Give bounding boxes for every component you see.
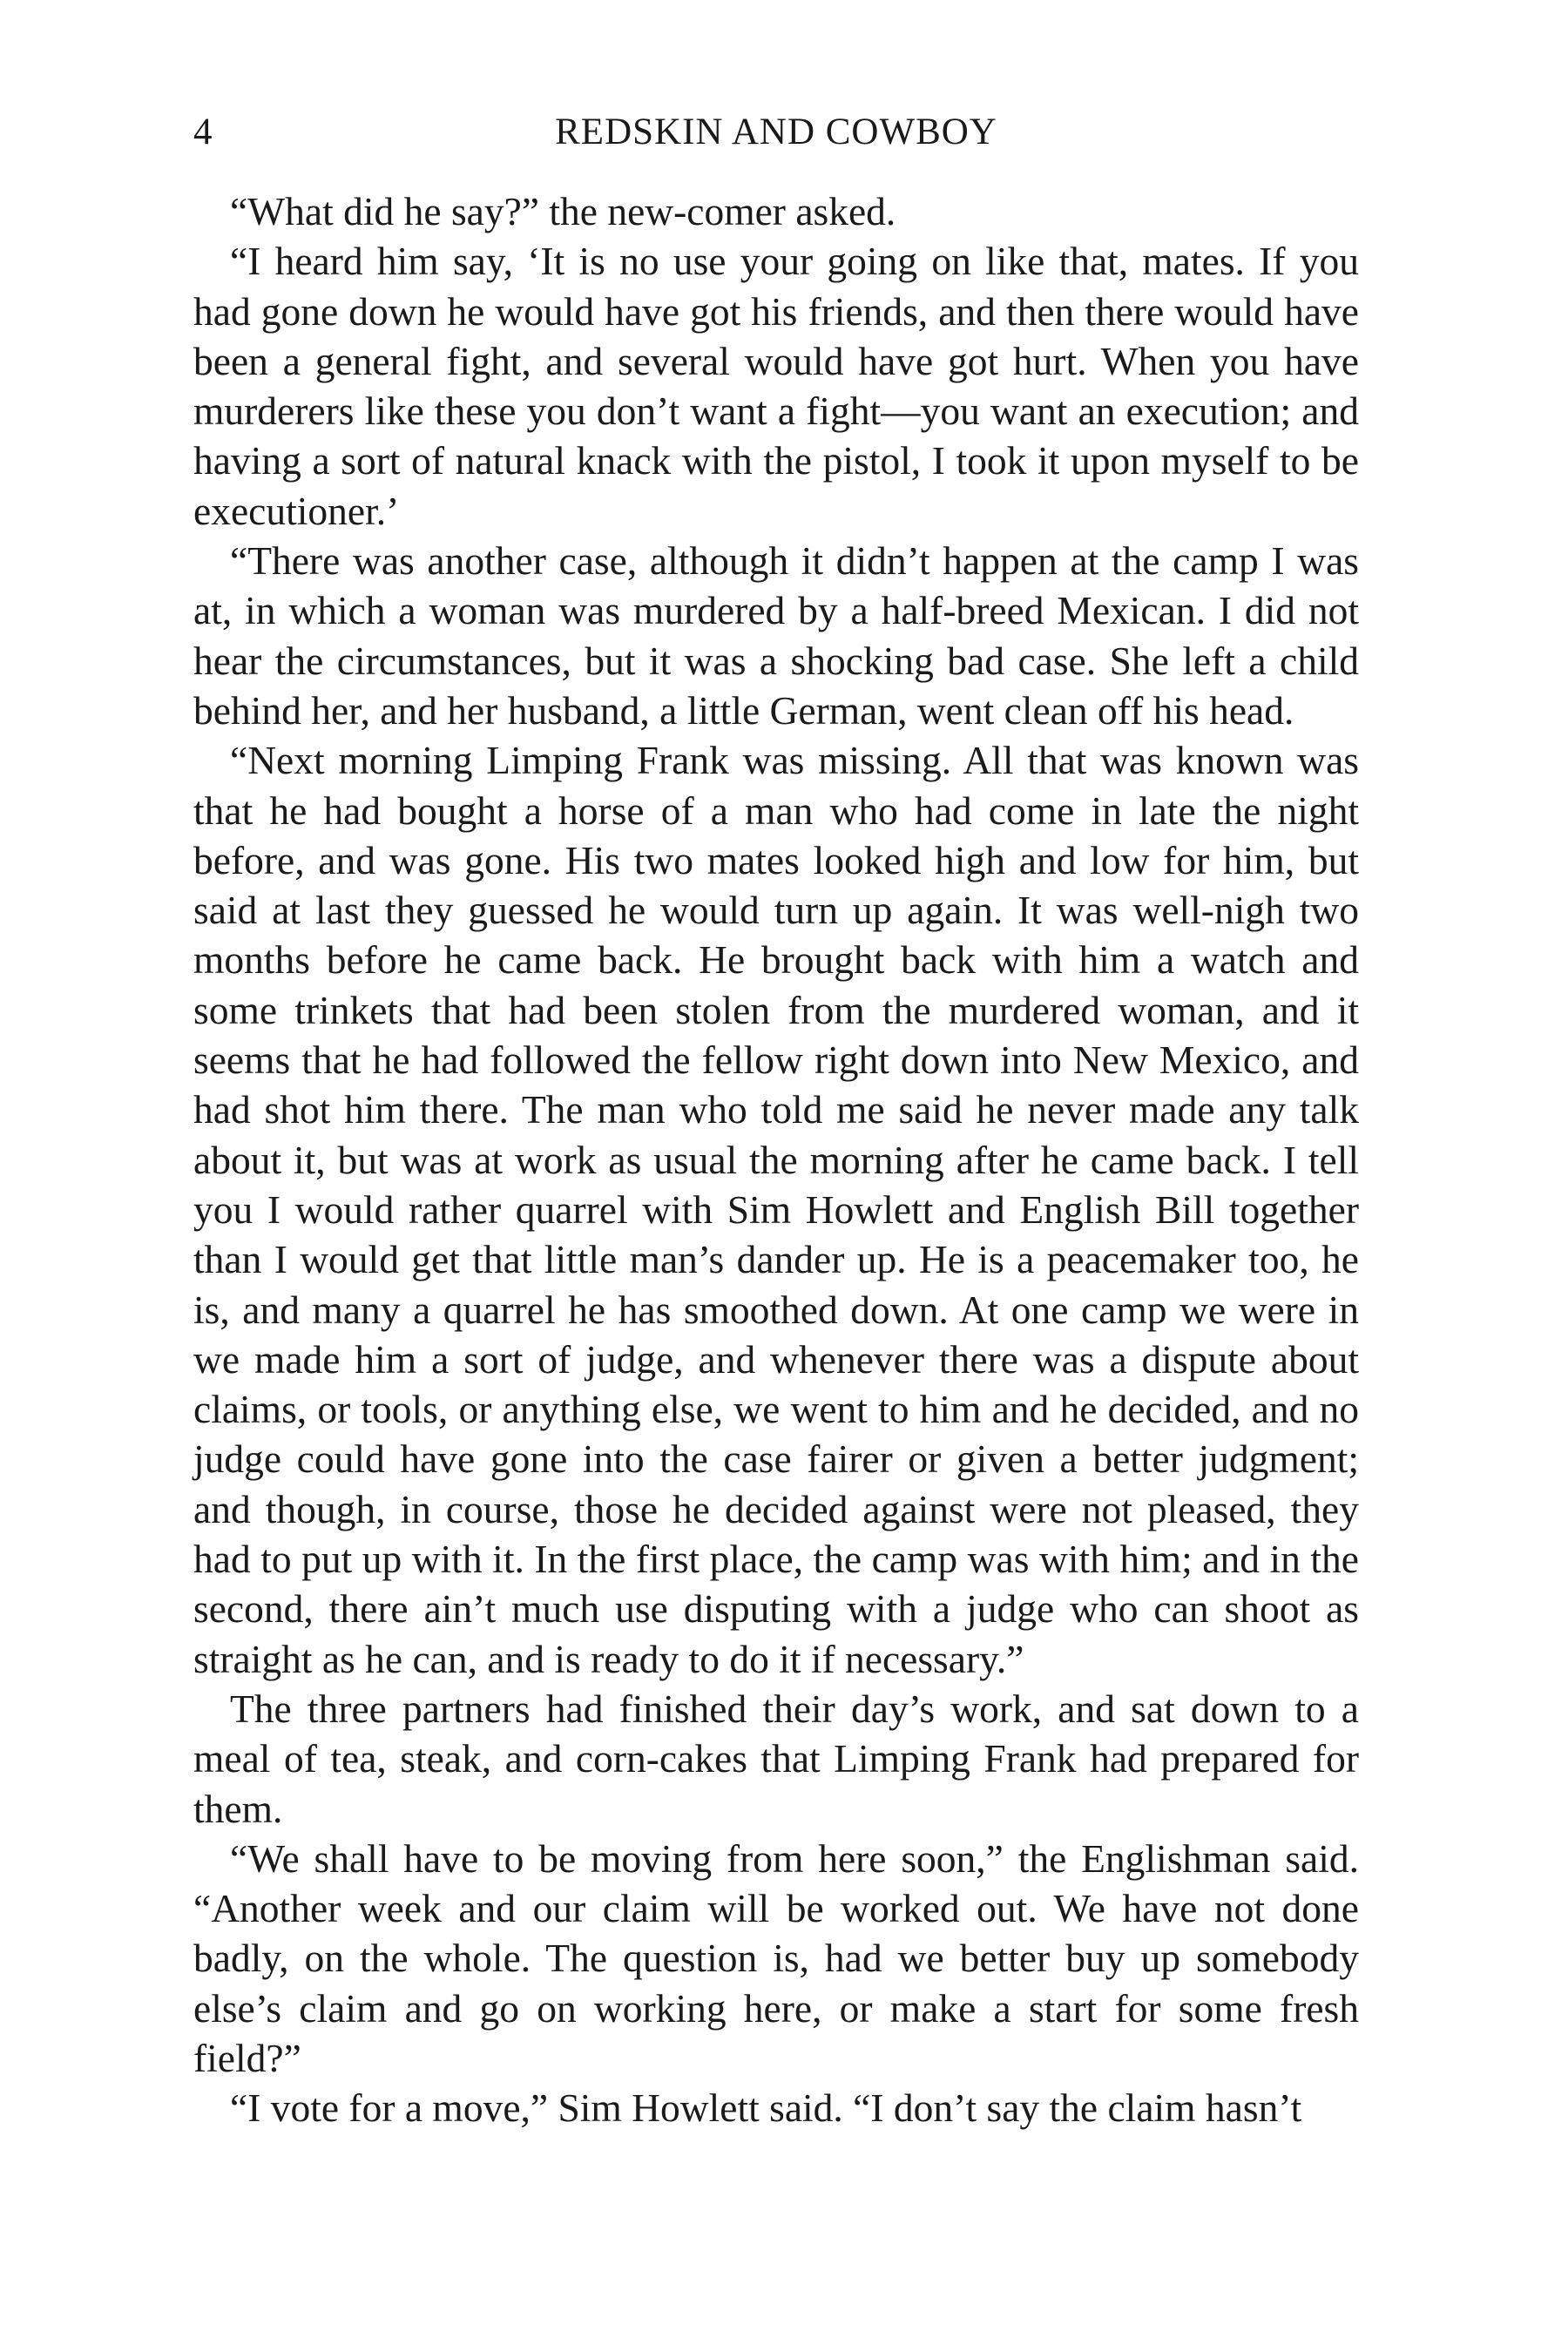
- paragraph: “What did he say?” the new-comer asked.: [230, 189, 896, 233]
- running-title: REDSKIN AND COWBOY: [555, 112, 997, 152]
- paragraph: The three partners had finished their day’s work, and sat down to a meal of tea, steak, and corn-cakes that Limping Frank had prepared for them.: [193, 1686, 1359, 1831]
- paragraph: “There was another case, although it didn’t happen at the camp I was at, in which a woman was murdered by a half-breed Mexican. I did not hear the circumstances, but it was a shocking bad case. She left a child behind her, and her husband, a little German, went clean off his head.: [193, 538, 1359, 733]
- paragraph: “I heard him say, ‘It is no use your going on like that, mates. If you had gone down he would have got his friends, and then there would have been a general fight, and several would have got hurt. When you have murderers like these you don’t want a fight—you want an execution; and having a sort of natural knack with the pistol, I took it upon myself to be executioner.’: [193, 239, 1359, 533]
- running-head: [193, 106, 1359, 159]
- paragraph: “We shall have to be moving from here soon,” the Englishman said. “Another week and our claim will be worked out. We have not done badly, on the whole. The question is, had we better buy up somebody else’s claim and go on working here, or make a start for some fresh field?”: [193, 1835, 1359, 2080]
- paragraph: “I vote for a move,” Sim Howlett said. “I don’t say the claim hasn’t: [230, 2085, 1302, 2131]
- paragraph: “Next morning Limping Frank was missing. All that was known was that he had bought a horse of a man who had come in late the night before, and was gone. His two mates looked high and low for him, but said at last they guessed he would turn up again. It was well-nigh two months before he came back. He brought back with him a watch and some trinkets that had been stolen from the murdered woman, and it seems that he had followed the fellow right down into New Mexico, and had shot him there. The man who told me said he never made any talk about it, but was at work as usual the morning after he came back. I tell you I would rather quarrel with Sim Howlett and English Bill together than I would get that little man’s dander up. He is a peacemaker too, he is, and many a quarrel he has smoothed down. At one camp we were in we made him a sort of judge, and whenever there was a dispute about claims, or tools, or anything else, we went to him and he decided, and no judge could have gone into the case fairer or given a better judgment; and though, in course, those he decided against were not pleased, they had to put up with it. In the first place, the camp was with him; and in the second, there ain’t much use disputing with a judge who can shoot as straight as he can, and is ready to do it if necessary.”: [193, 738, 1359, 1681]
- body-text: [193, 186, 1359, 2133]
- page-number: 4: [193, 112, 213, 152]
